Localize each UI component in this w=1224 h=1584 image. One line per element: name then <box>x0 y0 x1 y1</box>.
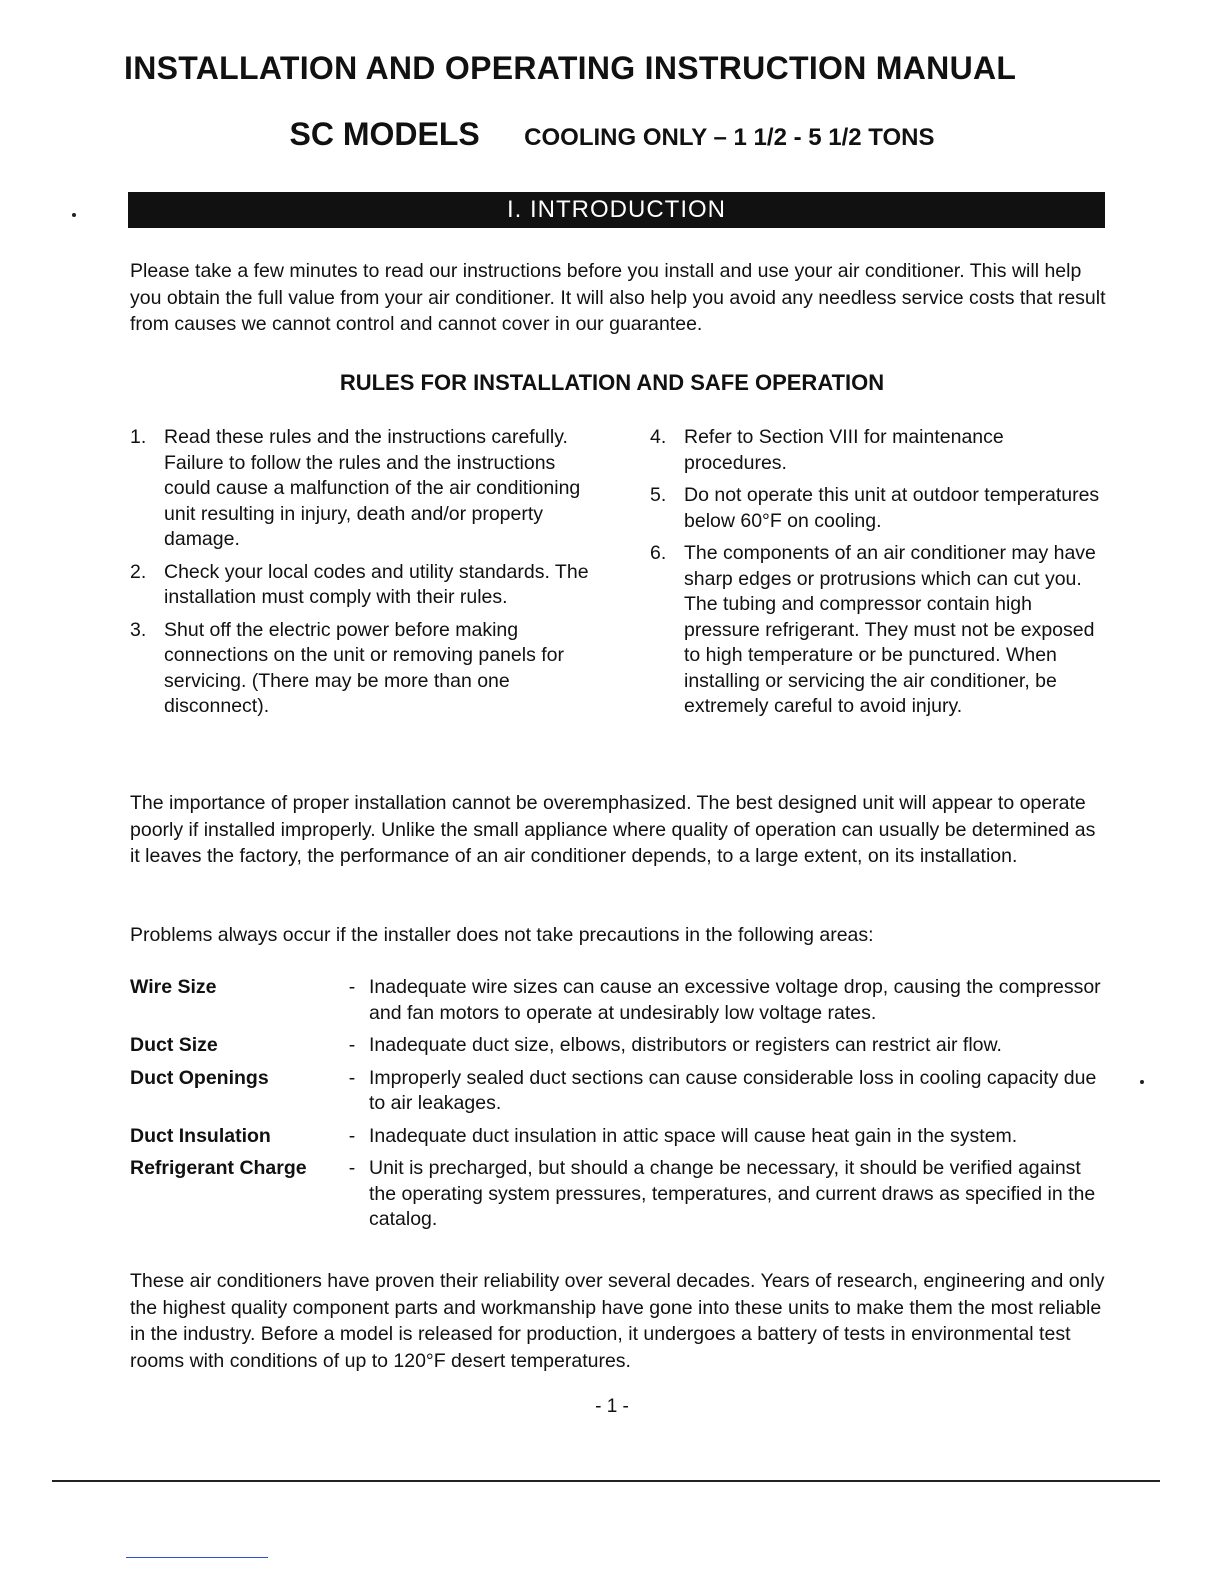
rule-number: 3. <box>130 618 147 641</box>
problem-term: Duct Openings <box>130 1066 269 1089</box>
problem-term: Duct Insulation <box>130 1124 271 1147</box>
footer-underline <box>126 1557 268 1558</box>
problem-dash: - <box>348 1124 356 1147</box>
rule-number: 6. <box>650 542 667 564</box>
rule-number: 5. <box>650 484 667 506</box>
problem-dash: - <box>348 1066 356 1089</box>
rules-list-right <box>650 425 1110 727</box>
problem-description: Inadequate wire sizes can cause an excessive voltage drop, causing the compressor and fan motors to operate at undesirably low voltage rates. <box>369 976 1101 1024</box>
scan-speck <box>1140 1080 1144 1084</box>
problem-term: Wire Size <box>130 976 217 998</box>
intro-paragraph: Please take a few minutes to read our instructions before you install and use your air conditioner. This will help you obtain the full value from your air conditioner. It will also help you avoid any needless service costs that result from causes we cannot control and cannot cover in our guarantee. <box>130 260 1106 335</box>
problems-intro: Problems always occur if the installer does not take precautions in the following areas: <box>130 924 874 946</box>
problem-row <box>130 1066 1110 1117</box>
rule-text: Do not operate this unit at outdoor temperatures below 60°F on cooling. <box>684 484 1100 532</box>
rule-text: The components of an air conditioner may have sharp edges or protrusions which can cut you. The tubing and compressor contain high pressure refrigerant. They must not be exposed to high temperature or be punctured. When installing or servicing the air conditioner, be extremely careful to avoid injury. <box>684 542 1096 717</box>
section-heading-introduction: I. INTRODUCTION <box>128 192 1105 228</box>
rule-number: 1. <box>130 426 147 448</box>
page-title: INSTALLATION AND OPERATING INSTRUCTION MANUAL <box>124 50 1017 86</box>
problem-dash: - <box>348 976 356 998</box>
rule-item <box>650 541 1110 720</box>
problem-term: Refrigerant Charge <box>130 1157 307 1179</box>
problem-description: Unit is precharged, but should a change be necessary, it should be verified against the operating system pressures, temperatures, and current draws as specified in the catalog. <box>369 1157 1096 1230</box>
rule-item <box>130 618 590 720</box>
rule-item <box>650 483 1110 534</box>
rules-list-left <box>130 425 590 727</box>
rule-text: Shut off the electric power before making connections on the unit or removing panels for servicing. (There may be more than one disconnect). <box>164 618 564 717</box>
problem-row <box>130 1033 1110 1059</box>
bottom-divider <box>52 1480 1160 1482</box>
model-subtitle <box>0 116 1224 153</box>
problems-list <box>130 975 1110 1240</box>
problem-dash: - <box>348 1157 356 1179</box>
rule-text: Check your local codes and utility standards. The installation must comply with their rules. <box>164 560 589 608</box>
problem-description: Improperly sealed duct sections can cause considerable loss in cooling capacity due to air leakages. <box>369 1066 1097 1114</box>
problem-term: Duct Size <box>130 1034 218 1056</box>
rule-text: Read these rules and the instructions carefully. Failure to follow the rules and the instructions could cause a malfunction of the air conditioning unit resulting in injury, death and/or property damage. <box>164 426 581 550</box>
rule-text: Refer to Section VIII for maintenance procedures. <box>684 426 1004 474</box>
page-number: - 1 - <box>595 1396 629 1417</box>
rule-item <box>650 425 1110 476</box>
problem-row <box>130 1124 1110 1150</box>
problem-row <box>130 1156 1110 1233</box>
rules-heading: RULES FOR INSTALLATION AND SAFE OPERATION <box>339 370 885 395</box>
rule-item <box>130 425 590 553</box>
problem-description: Inadequate duct insulation in attic space will cause heat gain in the system. <box>369 1124 1018 1147</box>
problem-row <box>130 975 1110 1026</box>
models-label: SC MODELS <box>289 116 480 152</box>
scan-speck <box>72 213 76 217</box>
problem-description: Inadequate duct size, elbows, distributors or registers can restrict air flow. <box>369 1034 1002 1056</box>
rule-item <box>130 560 590 611</box>
rule-number: 4. <box>650 426 667 448</box>
problem-dash: - <box>348 1034 356 1056</box>
closing-paragraph: These air conditioners have proven their reliability over several decades. Years of research, engineering and only the highest quality component parts and workmanship have gone into these units to make them the most reliable in the industry. Before a model is released for production, it undergoes a battery of tests in environmental test rooms with conditions of up to 120°F desert temperatures. <box>130 1270 1105 1372</box>
rule-number: 2. <box>130 560 147 583</box>
importance-paragraph: The importance of proper installation cannot be overemphasized. The best designed unit will appear to operate poorly if installed improperly. Unlike the small appliance where quality of operation can usually be determined as it leaves the factory, the performance of an air conditioner depends, to a large extent, on its installation. <box>130 792 1096 867</box>
capacity-description: COOLING ONLY – 1 1/2 - 5 1/2 TONS <box>524 124 935 151</box>
